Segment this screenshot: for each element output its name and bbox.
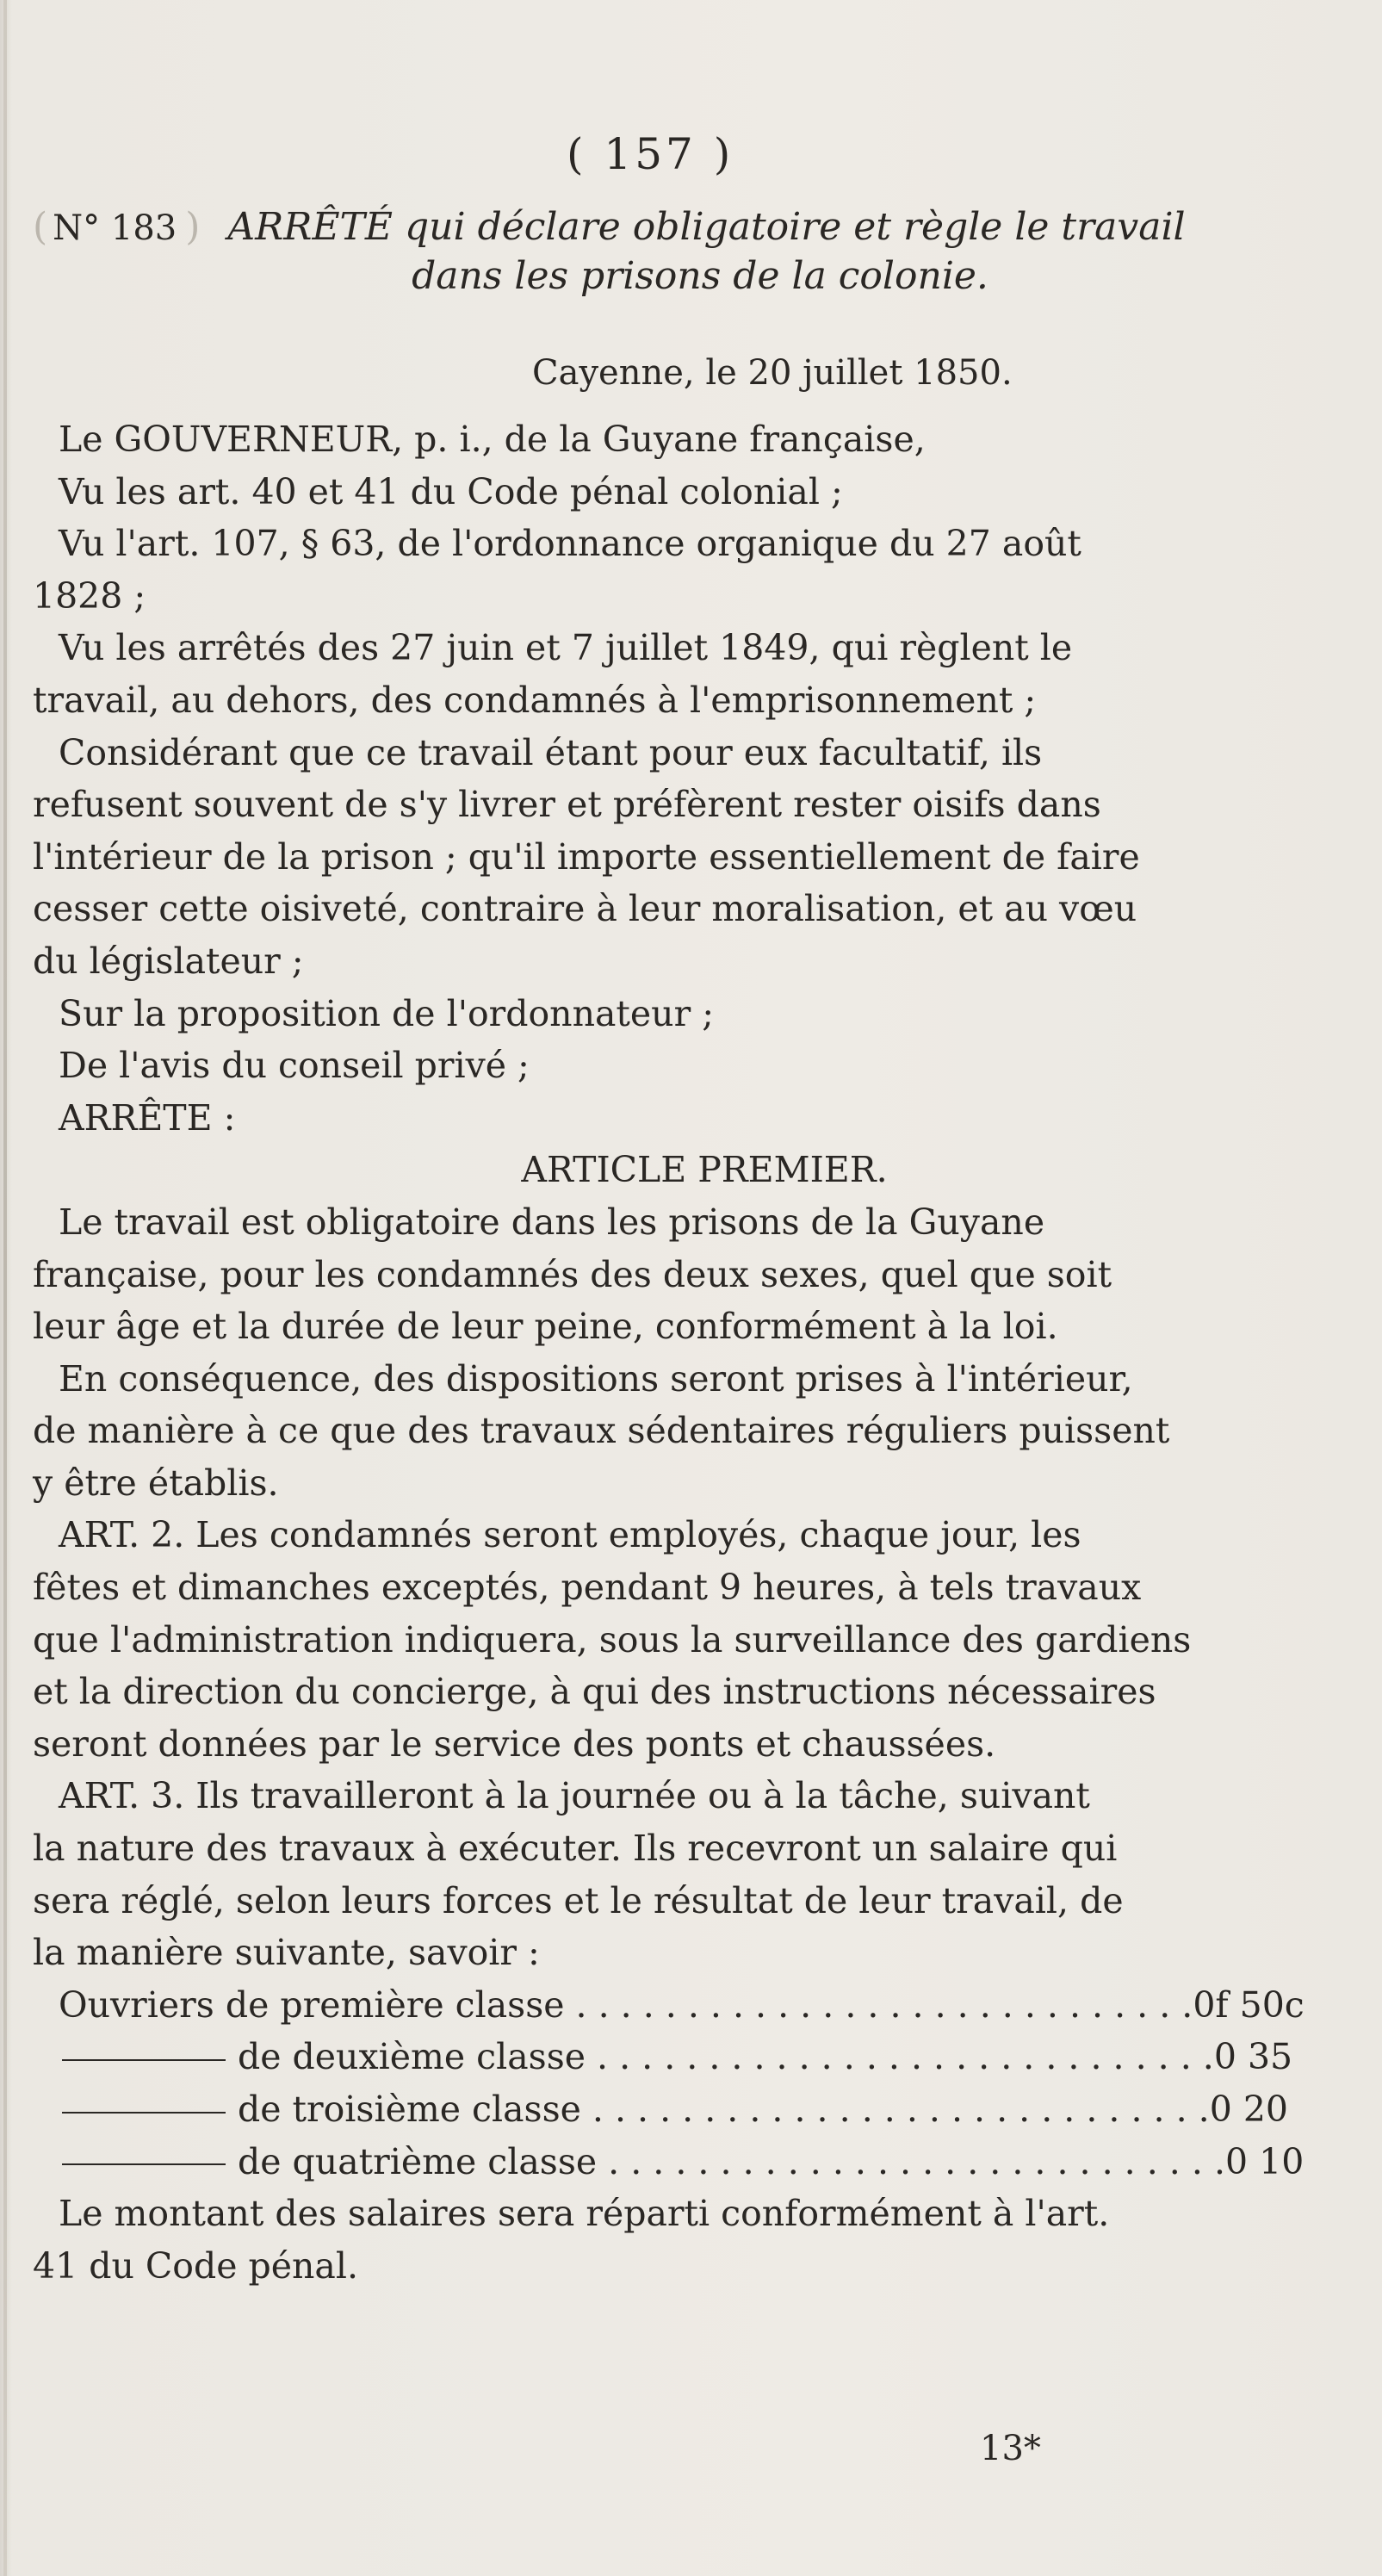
text-line: Le travail est obligatoire dans les prisons de la Guyane [59, 1201, 1045, 1243]
text-line: la nature des travaux à exécuter. Ils recevront un salaire qui [33, 1828, 1118, 1870]
binding-gutter [3, 0, 7, 2576]
text-line: 1828 ; [33, 574, 146, 617]
wage-row [33, 2083, 1289, 2136]
wage-label: de deuxième classe . . . . . . . . . . . . . . . . . . . . . . . . . . . . [59, 2031, 1214, 2083]
arrete-heading: ARRÊTE : [59, 1096, 236, 1139]
text-line: fêtes et dimanches exceptés, pendant 9 heures, à tels travaux [33, 1567, 1142, 1609]
text-line: Considérant que ce travail étant pour eux facultatif, ils [59, 731, 1043, 773]
bracket-open: ( [33, 205, 48, 249]
text-line: En conséquence, des dispositions seront prises à l'intérieur, [59, 1357, 1133, 1400]
text-line: Le GOUVERNEUR, p. i., de la Guyane française, [59, 419, 926, 460]
wage-label: Ouvriers de première classe . . . . . . . . . . . . . . . . . . . . . . . . . . . . [59, 1983, 1193, 2026]
wage-value: 0 20 [1209, 2089, 1289, 2130]
text-line: et la direction du concierge, à qui des instructions nécessaires [33, 1671, 1156, 1713]
bracket-close: ) [185, 205, 201, 249]
wage-row [33, 1979, 1305, 2032]
article-heading: ARTICLE PREMIER. [521, 1149, 888, 1191]
ditto-dash [62, 2059, 226, 2061]
text-line: Vu les art. 40 et 41 du Code pénal colonial ; [59, 470, 843, 512]
text-line: cesser cette oisiveté, contraire à leur moralisation, et au vœu [33, 888, 1137, 930]
text-line: l'intérieur de la prison ; qu'il importe essentiellement de faire [33, 835, 1140, 878]
ditto-dash [62, 2163, 226, 2165]
text-line: Le montant des salaires sera réparti conformément à l'art. [59, 2193, 1110, 2235]
text-line: du législateur ; [33, 940, 304, 982]
decree-title [33, 205, 1281, 298]
title-line-2: dans les prisons de la colonie. [412, 254, 988, 298]
wage-label: de troisième classe . . . . . . . . . . . . . . . . . . . . . . . . . . . . [59, 2083, 1210, 2136]
wage-value: 0 35 [1213, 2036, 1293, 2078]
text-line: Vu les arrêtés des 27 juin et 7 juillet 1849, qui règlent le [59, 627, 1073, 669]
ditto-dash [62, 2112, 226, 2114]
decree-number: N° 183 [53, 208, 177, 248]
signature-mark: 13* [980, 2429, 1041, 2468]
wage-value: 0f 50c [1193, 1983, 1305, 2026]
text-line: seront données par le service des ponts et chaussées. [33, 1723, 996, 1765]
text-line: Vu l'art. 107, § 63, de l'ordonnance organique du 27 août [59, 523, 1081, 565]
text-line: Sur la proposition de l'ordonnateur ; [59, 992, 715, 1034]
text-line: française, pour les condamnés des deux sexes, quel que soit [33, 1253, 1112, 1295]
text-line: ART. 2. Les condamnés seront employés, chaque jour, les [59, 1514, 1081, 1556]
wage-row [33, 2031, 1293, 2083]
text-line: sera réglé, selon leurs forces et le résultat de leur travail, de [33, 1879, 1124, 1921]
title-line-1: ARRÊTÉ qui déclare obligatoire et règle le travail [227, 205, 1186, 249]
text-line: ART. 3. Ils travailleront à la journée ou à la tâche, suivant [59, 1775, 1090, 1817]
decree-body [33, 413, 1305, 2292]
text-line: y être établis. [33, 1462, 279, 1504]
text-line: travail, au dehors, des condamnés à l'emprisonnement ; [33, 679, 1037, 721]
text-line: la manière suivante, savoir : [33, 1932, 540, 1974]
wage-label: de quatrième classe . . . . . . . . . . . . . . . . . . . . . . . . . . . . [59, 2136, 1225, 2188]
text-line: leur âge et la durée de leur peine, conformément à la loi. [33, 1306, 1058, 1348]
text-line: De l'avis du conseil privé ; [59, 1045, 530, 1087]
page-number: ( 157 ) [567, 129, 734, 179]
text-line: que l'administration indiquera, sous la surveillance des gardiens [33, 1618, 1192, 1660]
decree-date: Cayenne, le 20 juillet 1850. [532, 353, 1013, 393]
text-line: de manière à ce que des travaux sédentaires réguliers puissent [33, 1410, 1170, 1452]
wage-row [33, 2136, 1305, 2188]
wage-value: 0 10 [1224, 2140, 1305, 2182]
text-line: refusent souvent de s'y livrer et préfèrent rester oisifs dans [33, 784, 1101, 826]
text-line: 41 du Code pénal. [33, 2244, 358, 2287]
